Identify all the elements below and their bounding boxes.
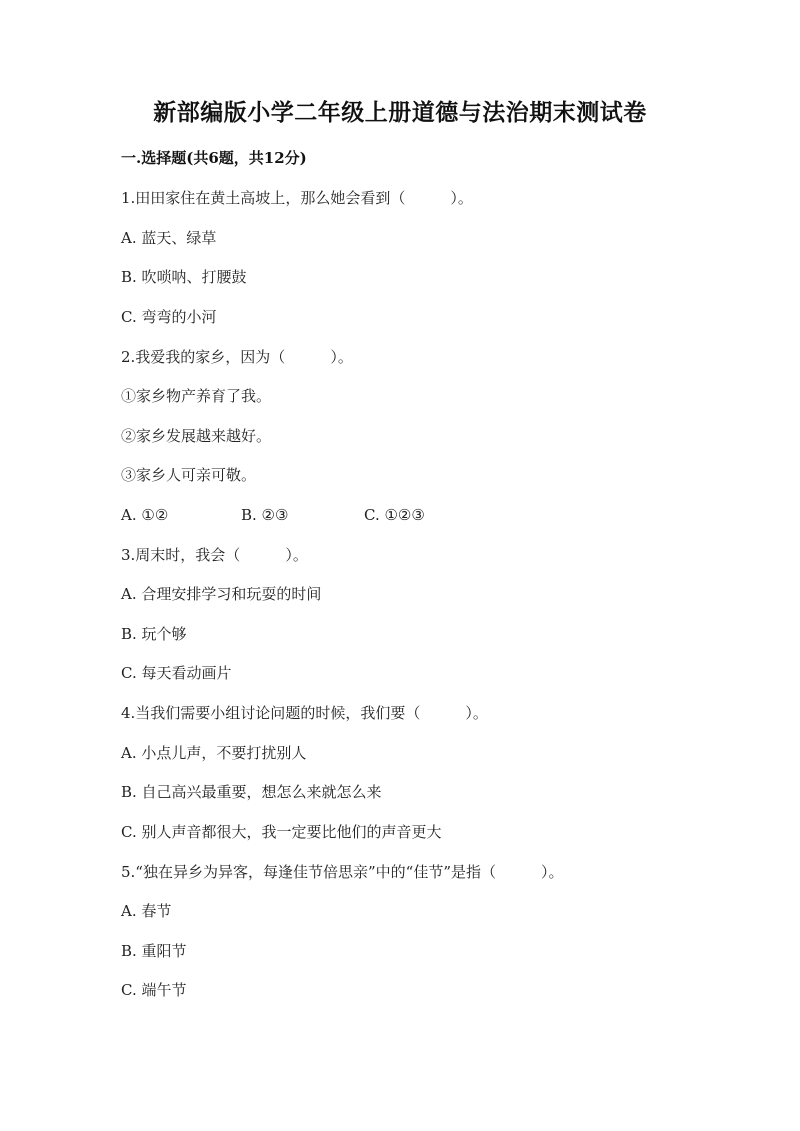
- question-5-option-a[interactable]: A. 春节: [121, 902, 172, 920]
- question-2-options-row: [121, 503, 521, 527]
- question-4-option-b[interactable]: B. 自己高兴最重要，想怎么来就怎么来: [121, 783, 382, 801]
- question-2-option-b[interactable]: B. ②③: [241, 506, 289, 524]
- question-4-stem: 4.当我们需要小组讨论问题的时候，我们要（ ）。: [121, 704, 488, 722]
- question-1-option-c[interactable]: C. 弯弯的小河: [121, 308, 217, 326]
- question-3-stem: 3.周末时，我会（ ）。: [121, 546, 308, 564]
- question-3-option-b[interactable]: B. 玩个够: [121, 625, 187, 643]
- question-1-option-b[interactable]: B. 吹唢呐、打腰鼓: [121, 268, 247, 286]
- question-1-option-a[interactable]: A. 蓝天、绿草: [121, 229, 217, 247]
- question-2-statement-3: ③家乡人可亲可敬。: [121, 466, 257, 484]
- question-1-stem: 1.田田家住在黄土高坡上，那么她会看到（ ）。: [121, 189, 473, 207]
- section-heading: 一.选择题(共6题，共12分): [121, 149, 307, 167]
- question-2-option-a[interactable]: A. ①②: [121, 506, 169, 524]
- page-title: 新部编版小学二年级上册道德与法治期末测试卷: [153, 99, 647, 126]
- question-4-option-a[interactable]: A. 小点儿声，不要打扰别人: [121, 744, 307, 762]
- question-5-stem: 5.“独在异乡为异客，每逢佳节倍思亲”中的“佳节”是指（ ）。: [121, 863, 564, 881]
- question-3-option-c[interactable]: C. 每天看动画片: [121, 664, 232, 682]
- question-2-option-c[interactable]: C. ①②③: [364, 506, 425, 524]
- question-3-option-a[interactable]: A. 合理安排学习和玩耍的时间: [121, 585, 322, 603]
- question-5-option-c[interactable]: C. 端午节: [121, 981, 187, 999]
- question-4-option-c[interactable]: C. 别人声音都很大，我一定要比他们的声音更大: [121, 823, 442, 841]
- question-2-stem: 2.我爱我的家乡，因为（ ）。: [121, 348, 353, 366]
- question-5-option-b[interactable]: B. 重阳节: [121, 942, 187, 960]
- question-2-statement-2: ②家乡发展越来越好。: [121, 427, 272, 445]
- question-2-statement-1: ①家乡物产养育了我。: [121, 387, 272, 405]
